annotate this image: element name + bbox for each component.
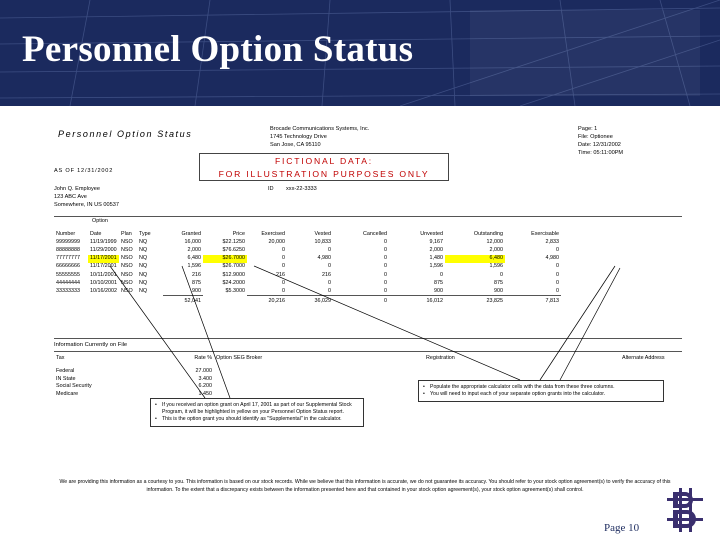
brocade-logo-icon <box>665 488 705 532</box>
cell-exercised: 216 <box>275 271 285 278</box>
supplemental-grant-note <box>150 398 364 427</box>
company-address-line2: San Jose, CA 95110 <box>270 142 321 148</box>
employee-address-line2: Somewhere, IN US 00537 <box>54 202 119 208</box>
cell-unvested: 900 <box>433 287 443 294</box>
col-header-cancelled: Cancelled <box>363 231 387 238</box>
cell-type: NQ <box>138 247 148 254</box>
total-empty-cell <box>88 296 119 305</box>
cell-price: $5.3000 <box>225 288 245 295</box>
cell-plan: NSO <box>120 238 133 245</box>
tax-col-header: Tax <box>56 355 65 362</box>
cell-number: 99999999 <box>56 238 80 245</box>
cell-outstanding: 875 <box>493 279 503 286</box>
table-row <box>54 263 561 271</box>
cell-exercised: 0 <box>281 247 285 254</box>
cell-vested: 0 <box>327 263 331 270</box>
cell-exercised: 0 <box>281 279 285 286</box>
cell-exercisable: 2,833 <box>545 238 559 245</box>
option-status-table <box>54 230 561 305</box>
cell-cancelled: 0 <box>383 263 387 270</box>
total-empty-cell <box>137 296 163 305</box>
cell-unvested: 0 <box>439 271 443 278</box>
employee-name: John Q. Employee <box>54 186 101 192</box>
company-name: Brocade Communications Systems, Inc. <box>270 126 370 132</box>
cell-number: 55555555 <box>56 271 80 278</box>
tax-rate: 6.200 <box>198 383 212 390</box>
total-granted: 52,041 <box>163 296 203 305</box>
cell-outstanding: 1,596 <box>489 263 503 270</box>
tax-name: Social Security <box>56 383 92 390</box>
cell-cancelled: 0 <box>383 247 387 254</box>
cell-exercised: 0 <box>281 255 285 262</box>
page-number: Page 10 <box>604 522 640 534</box>
total-empty-cell <box>54 296 88 305</box>
cell-outstanding: 6,480 <box>445 255 505 263</box>
col-header-plan: Plan <box>120 231 132 238</box>
slide-header <box>0 0 720 106</box>
cell-vested: 4,980 <box>317 255 331 262</box>
total-cancelled: 0 <box>333 296 389 305</box>
report-file: File: Optionee <box>578 134 613 140</box>
cell-granted: 875 <box>191 279 201 286</box>
col-header-exercised: Exercised <box>261 231 285 238</box>
col-header-granted: Granted <box>181 231 201 238</box>
note-item: • Populate the appropriate calculator cells with the data from these three columns. <box>423 384 659 391</box>
cell-unvested: 1,596 <box>429 263 443 270</box>
cell-exercisable: 0 <box>555 263 559 270</box>
cell-number: 44444444 <box>56 279 80 286</box>
cell-plan: NSO <box>120 288 133 295</box>
table-row <box>54 287 561 295</box>
cell-unvested: 9,167 <box>429 238 443 245</box>
fictional-data-notice <box>199 153 449 181</box>
fictional-notice-line2: FOR ILLUSTRATION PURPOSES ONLY <box>218 169 430 179</box>
cell-vested: 0 <box>327 279 331 286</box>
disclaimer-text: We are providing this information as a courtesy to you. This information is based on our stock records. While we believe that this information is accurate, we do not guarantee its accuracy. You should refer to your stock option agreement(s) to verify the accuracy of this information. To the extent that a discrepancy exists between the information presented here and that contained in your stock option agreement(s), your stock option agreement(s) shall control. <box>59 479 671 493</box>
option-header-top: Option <box>92 218 108 224</box>
report-date: Date: 12/31/2002 <box>578 142 621 148</box>
cell-date: 11/17/2001 <box>88 255 119 263</box>
cell-number: 33333333 <box>56 288 80 295</box>
cell-exercised: 0 <box>281 287 285 294</box>
cell-plan: NSO <box>120 263 133 270</box>
cell-plan: NSO <box>120 247 133 254</box>
cell-price: $24.2000 <box>222 279 245 286</box>
cell-type: NQ <box>138 238 148 245</box>
tax-section-heading: Information Currently on File <box>54 342 128 348</box>
table-row <box>54 279 561 287</box>
tax-row <box>54 368 700 376</box>
total-outstanding: 23,825 <box>445 296 505 305</box>
table-row <box>54 238 561 246</box>
cell-unvested: 875 <box>433 279 443 286</box>
report-title: Personnel Option Status <box>58 129 193 139</box>
divider <box>54 351 682 352</box>
cell-type: NQ <box>138 279 148 286</box>
employee-id-value: xxx-22-3333 <box>286 186 317 192</box>
tax-rate: 1.450 <box>198 390 212 397</box>
cell-type: NQ <box>138 255 148 262</box>
cell-type: NQ <box>138 271 148 278</box>
total-empty-cell <box>119 296 137 305</box>
cell-outstanding: 0 <box>499 271 503 278</box>
cell-number: 88888888 <box>56 247 80 254</box>
cell-plan: NSO <box>120 255 133 262</box>
cell-plan: NSO <box>120 279 133 286</box>
cell-exercised: 20,000 <box>268 238 285 245</box>
cell-type: NQ <box>138 263 148 270</box>
cell-outstanding: 2,000 <box>489 247 503 254</box>
totals-row <box>54 296 561 305</box>
note-item: • This is the option grant you should identify as "Supplemental" in the calculator. <box>155 416 359 423</box>
total-exercisable: 7,813 <box>505 296 561 305</box>
divider <box>54 216 682 217</box>
divider <box>54 338 682 339</box>
cell-number: 77777777 <box>56 255 80 262</box>
tax-col-header: Registration <box>426 355 455 362</box>
company-address-line1: 1745 Technology Drive <box>270 134 327 140</box>
table-row <box>54 255 561 263</box>
col-header-date: Date <box>90 231 102 238</box>
col-header-number: Number <box>56 231 76 238</box>
cell-granted: 16,000 <box>184 238 201 245</box>
cell-granted: 900 <box>191 287 201 294</box>
cell-cancelled: 0 <box>383 279 387 286</box>
tax-col-header: Rate % <box>194 355 212 362</box>
tax-col-header: Alternate Address <box>622 355 665 362</box>
table-row <box>54 271 561 279</box>
table-row <box>54 246 561 254</box>
employee-id-label: ID <box>268 186 274 192</box>
cell-outstanding: 900 <box>493 287 503 294</box>
as-of-date: AS OF 12/31/2002 <box>54 168 114 174</box>
table-header-row <box>54 230 561 238</box>
cell-vested: 10,833 <box>314 238 331 245</box>
cell-unvested: 2,000 <box>429 247 443 254</box>
cell-price: $22.1250 <box>222 238 245 245</box>
report-time: Time: 05:11:00PM <box>578 150 624 156</box>
cell-date: 11/29/2000 <box>90 247 117 254</box>
cell-price: $26.7000 <box>222 263 245 270</box>
cell-vested: 0 <box>327 287 331 294</box>
report-document <box>0 106 720 540</box>
cell-date: 11/17/2001 <box>90 263 117 270</box>
employee-address-line1: 123 ABC Ave <box>54 194 87 200</box>
cell-cancelled: 0 <box>383 238 387 245</box>
cell-unvested: 1,480 <box>429 255 443 262</box>
cell-granted: 6,480 <box>187 255 201 262</box>
total-exercised: 20,216 <box>247 296 287 305</box>
cell-granted: 2,000 <box>187 247 201 254</box>
cell-date: 11/19/1999 <box>90 238 117 245</box>
note-item: • You will need to input each of your separate option grants into the calculator. <box>423 391 659 398</box>
cell-type: NQ <box>138 288 148 295</box>
cell-cancelled: 0 <box>383 271 387 278</box>
calculator-columns-note <box>418 380 664 402</box>
total-vested: 36,029 <box>287 296 333 305</box>
cell-date: 10/16/2002 <box>90 288 117 295</box>
cell-cancelled: 0 <box>383 287 387 294</box>
cell-plan: NSO <box>120 271 133 278</box>
tax-name: IN State <box>56 375 76 382</box>
tax-header-row <box>54 355 700 363</box>
cell-granted: 1,596 <box>187 263 201 270</box>
cell-granted: 216 <box>191 271 201 278</box>
cell-exercisable: 0 <box>555 247 559 254</box>
tax-name: Federal <box>56 368 75 375</box>
tax-rate: 3.400 <box>198 375 212 382</box>
tax-name: Medicare <box>56 390 79 397</box>
note-item: • If you received an option grant on April 17, 2001 as part of our Supplemental Stock Program, it will be highlighted in yellow on your Personnel Option Status report. <box>155 402 359 416</box>
slide-title: Personnel Option Status <box>22 29 414 70</box>
cell-date: 10/11/2001 <box>90 271 117 278</box>
tax-col-header: Option SEG Broker <box>216 355 263 362</box>
cell-exercisable: 4,980 <box>545 255 559 262</box>
total-unvested: 16,012 <box>389 296 445 305</box>
report-page: Page: 1 <box>578 126 598 132</box>
fictional-notice-line1: FICTIONAL DATA: <box>275 156 373 166</box>
cell-date: 10/10/2001 <box>90 279 117 286</box>
col-header-vested: Vested <box>314 231 331 238</box>
cell-cancelled: 0 <box>383 255 387 262</box>
cell-price: $26.7000 <box>203 255 247 263</box>
col-header-unvested: Unvested <box>420 231 443 238</box>
cell-exercised: 0 <box>281 263 285 270</box>
tax-rate: 27.000 <box>195 368 212 375</box>
cell-price: $76.6250 <box>222 247 245 254</box>
cell-vested: 216 <box>321 271 331 278</box>
total-empty-cell <box>203 296 247 305</box>
cell-exercisable: 0 <box>555 287 559 294</box>
cell-vested: 0 <box>327 247 331 254</box>
cell-outstanding: 12,000 <box>486 238 503 245</box>
col-header-type: Type <box>138 231 151 238</box>
cell-number: 66666666 <box>56 263 80 270</box>
col-header-exercisable: Exercisable <box>531 231 559 238</box>
cell-exercisable: 0 <box>555 271 559 278</box>
col-header-price: Price <box>232 231 245 238</box>
cell-price: $12.9000 <box>222 271 245 278</box>
cell-exercisable: 0 <box>555 279 559 286</box>
col-header-outstanding: Outstanding <box>473 231 503 238</box>
